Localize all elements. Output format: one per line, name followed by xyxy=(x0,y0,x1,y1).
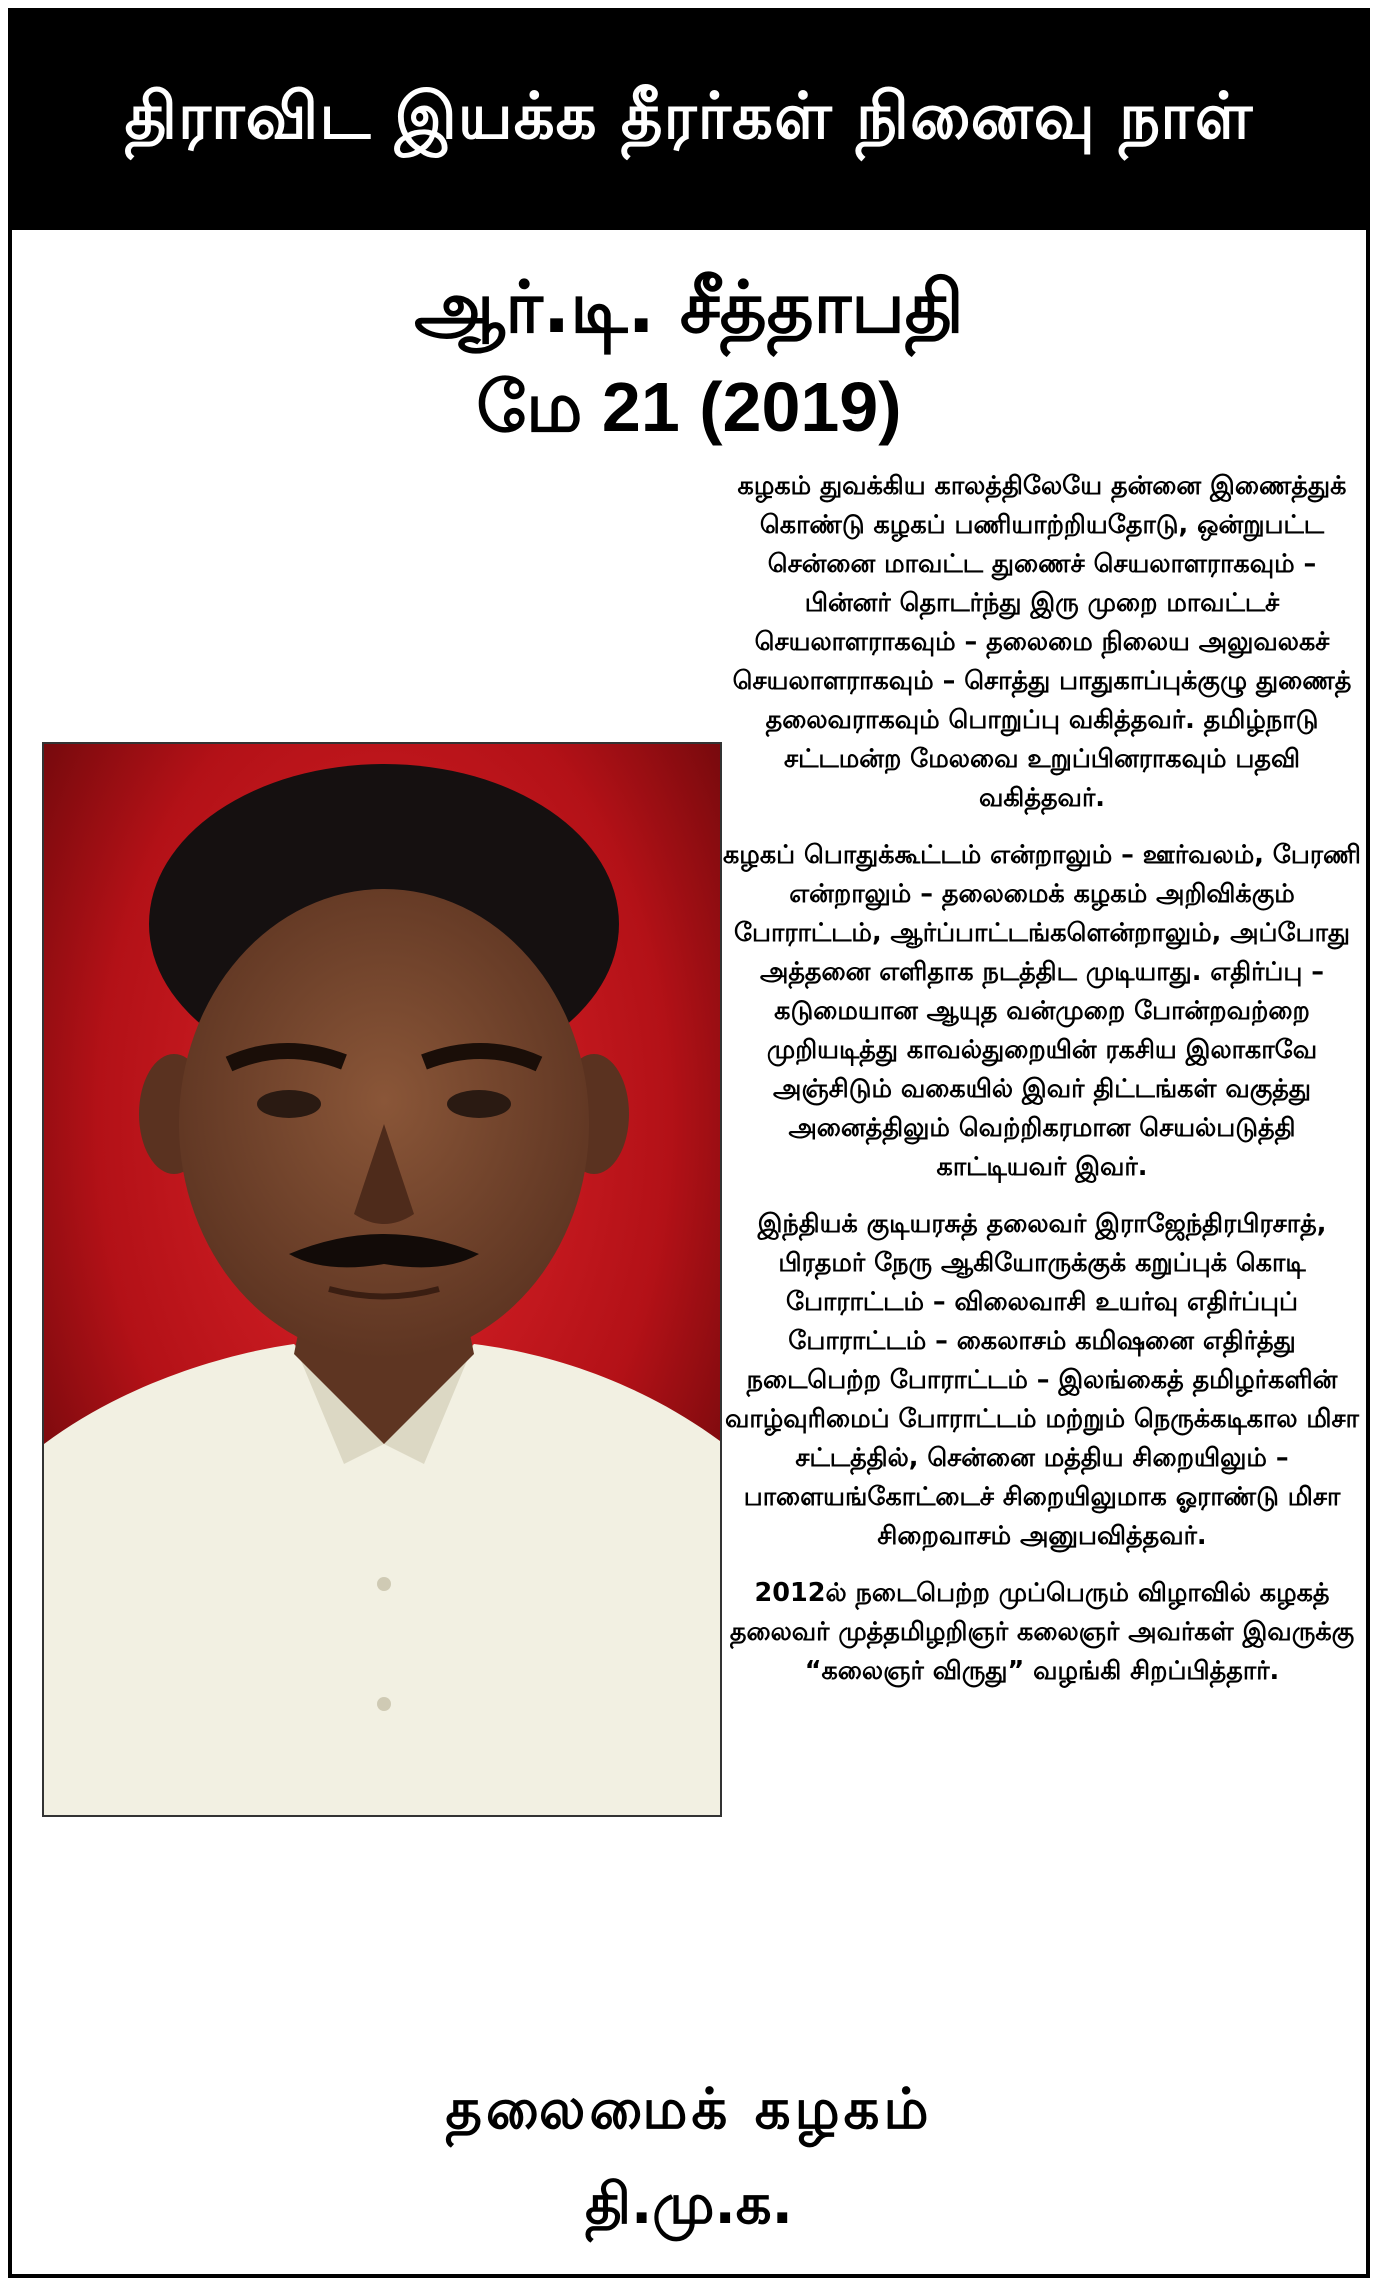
memorial-date: மே 21 (2019) xyxy=(476,368,902,446)
bio-paragraph: 2012ல் நடைபெற்ற முப்பெரும் விழாவில் கழகத் தலைவர் முத்தமிழறிஞர் கலைஞர் அவர்கள் இவருக்கு “கலைஞர் விருது” வழங்கி சிறப்பித்தார். xyxy=(729,1578,1355,1686)
obituary-frame xyxy=(8,8,1370,2278)
bio-paragraph: கழகப் பொதுக்கூட்டம் என்றாலும் – ஊர்வலம், பேரணி என்றாலும் – தலைமைக் கழகம் அறிவிக்கும் போராட்டம், ஆர்ப்பாட்டங்களென்றாலும், அப்போது அத்தனை எளிதாக நடத்திட முடியாது. எதிர்ப்பு – கடுமையான ஆயுத வன்முறை போன்றவற்றை முறியடித்து காவல்துறையின் ரகசிய இலாகாவே அஞ்சிடும் வகையில் இவர் திட்டங்கள் வகுத்து அனைத்திலும் வெற்றிகரமான செயல்படுத்தி காட்டியவர் இவர். xyxy=(723,840,1361,1182)
signature-organization: தலைமைக் கழகம் xyxy=(445,2077,933,2142)
portrait-illustration xyxy=(44,744,722,1817)
shirt-button xyxy=(377,1697,391,1711)
shirt-button xyxy=(377,1577,391,1591)
header-banner xyxy=(12,12,1366,230)
left-eye xyxy=(257,1090,321,1118)
right-eye xyxy=(447,1090,511,1118)
portrait-photo xyxy=(42,742,722,1817)
bio-paragraph: கழகம் துவக்கிய காலத்திலேயே தன்னை இணைத்துக் கொண்டு கழகப் பணியாற்றியதோடு, ஒன்றுபட்ட சென்னை மாவட்ட துணைச் செயலாளராகவும் – பின்னர் தொடர்ந்து இரு முறை மாவட்டச் செயலாளராகவும் – தலைமை நிலைய அலுவலகச் செயலாளராகவும் – சொத்து பாதுகாப்புக்குழு துணைத் தலைவராகவும் பொறுப்பு வகித்தவர். தமிழ்நாடு சட்டமன்ற மேலவை உறுப்பினராகவும் பதவி வகித்தவர். xyxy=(732,471,1352,813)
person-name: ஆர்.டி. சீத்தாபதி xyxy=(414,265,964,349)
banner-title: திராவிட இயக்க தீரர்கள் நினைவு நாள் xyxy=(124,80,1254,154)
bio-paragraph: இந்தியக் குடியரசுத் தலைவர் இராஜேந்திரபிரசாத், பிரதமர் நேரு ஆகியோருக்குக் கறுப்புக் கொடி போராட்டம் – விலைவாசி உயர்வு எதிர்ப்புப் போராட்டம் – கைலாசம் கமிஷனை எதிர்த்து நடைபெற்ற போராட்டம் – இலங்கைத் தமிழர்களின் வாழ்வுரிமைப் போராட்டம் மற்றும் நெருக்கடிகால மிசா சட்டத்தில், சென்னை மத்திய சிறையிலும் – பாளையங்கோட்டைச் சிறையிலுமாக ஓராண்டு மிசா சிறைவாசம் அனுபவித்தவர். xyxy=(725,1209,1359,1551)
signature-party: தி.மு.க. xyxy=(585,2172,793,2237)
biography-text xyxy=(722,467,1362,1709)
